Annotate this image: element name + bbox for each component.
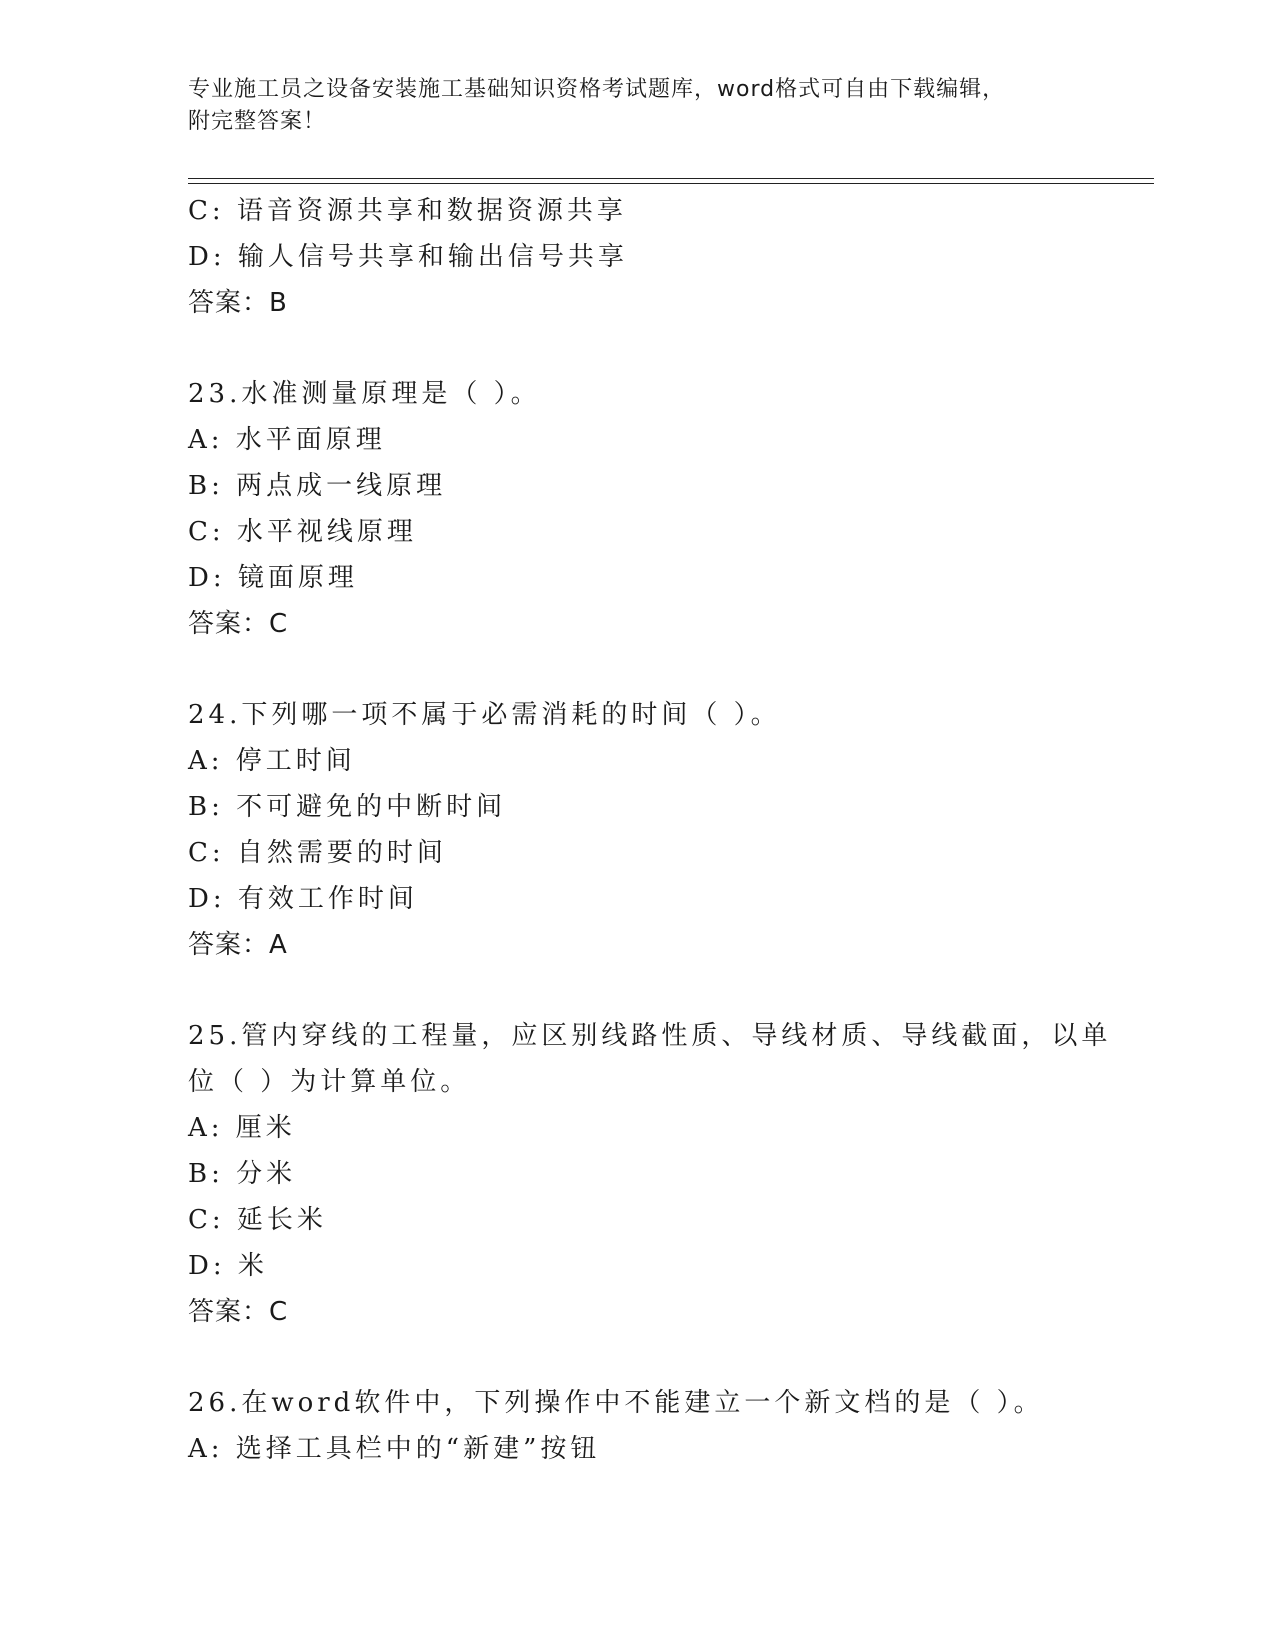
- question-stem: 23.水准测量原理是（ ）。: [188, 379, 541, 409]
- question-stem: 26.在word软件中，下列操作中不能建立一个新文档的是（ ）。: [188, 1388, 1044, 1418]
- option-c: C: 语音资源共享和数据资源共享: [188, 196, 627, 226]
- question-block-26: [188, 1380, 1088, 1472]
- question-stem: 24.下列哪一项不属于必需消耗的时间（ ）。: [188, 700, 781, 730]
- question-block-25: [188, 1013, 1112, 1335]
- header-divider-bottom: [188, 183, 1154, 184]
- answer-line: 答案：C: [188, 609, 289, 639]
- option-d: D: 有效工作时间: [188, 884, 418, 914]
- option-c: C: 水平视线原理: [188, 517, 417, 547]
- option-b: B: 分米: [188, 1159, 297, 1189]
- option-b: B: 两点成一线原理: [188, 471, 447, 501]
- option-d: D: 镜面原理: [188, 563, 358, 593]
- option-c: C: 延长米: [188, 1205, 327, 1235]
- answer-line: 答案：A: [188, 930, 288, 960]
- option-c: C: 自然需要的时间: [188, 838, 447, 868]
- option-a: A: 厘米: [188, 1113, 296, 1143]
- option-a: A: 水平面原理: [188, 425, 386, 455]
- question-block-22: [188, 188, 1088, 326]
- option-d: D: 输人信号共享和输出信号共享: [188, 242, 628, 272]
- header-line-1: 专业施工员之设备安装施工基础知识资格考试题库，word格式可自由下载编辑，: [188, 77, 1006, 102]
- question-stem-line-1: 25.管内穿线的工程量，应区别线路性质、导线材质、导线截面，以单: [188, 1021, 1112, 1051]
- document-header: [188, 74, 1068, 138]
- question-list: [188, 188, 1112, 1472]
- option-a: A: 选择工具栏中的“新建”按钮: [188, 1434, 601, 1464]
- option-b: B: 不可避免的中断时间: [188, 792, 507, 822]
- option-a: A: 停工时间: [188, 746, 356, 776]
- question-block-24: [188, 692, 1088, 968]
- answer-line: 答案：C: [188, 1297, 289, 1327]
- question-block-23: [188, 371, 1088, 647]
- option-d: D: 米: [188, 1251, 268, 1281]
- header-divider-top: [188, 178, 1154, 179]
- question-stem-line-2: 位（ ）为计算单位。: [188, 1067, 471, 1097]
- answer-line: 答案：B: [188, 288, 288, 318]
- header-line-2: 附完整答案！: [188, 109, 327, 134]
